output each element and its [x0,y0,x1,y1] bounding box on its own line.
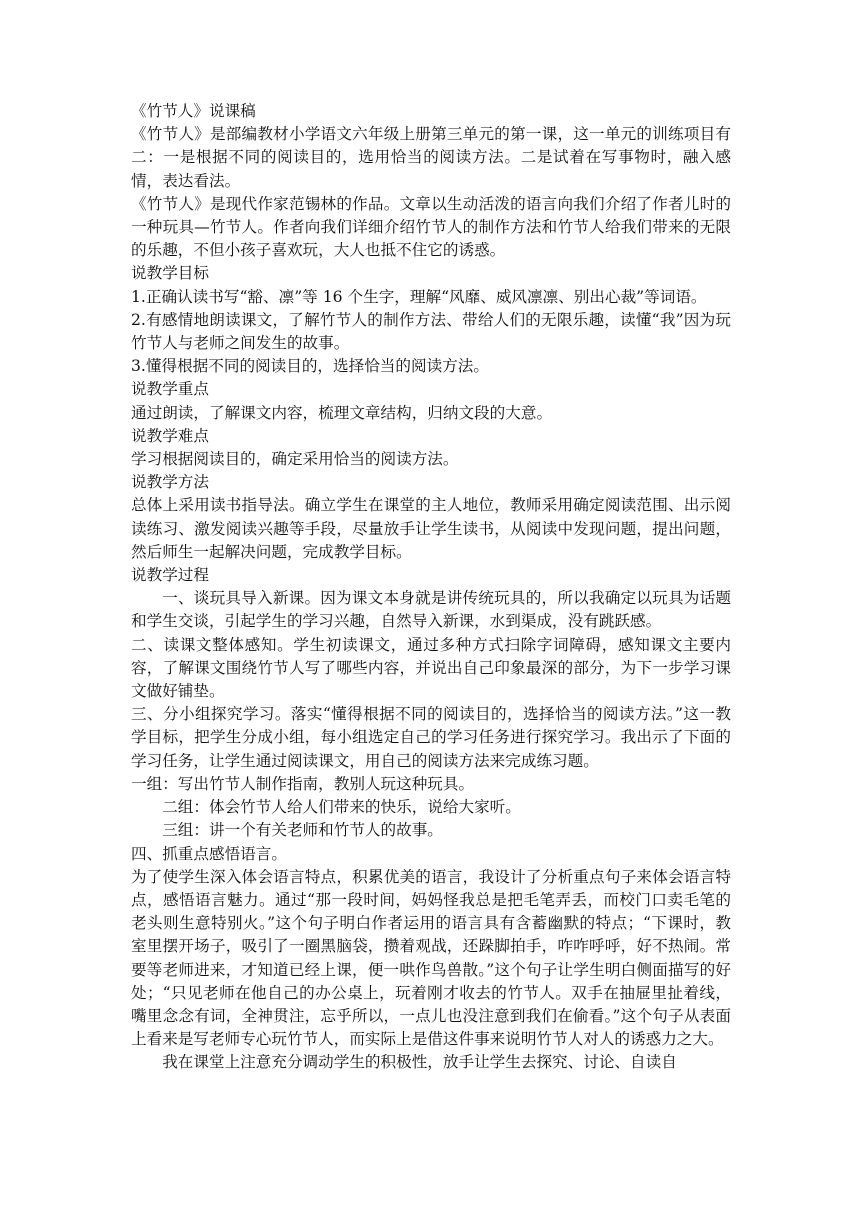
group-task-1: 一组：写出竹节人制作指南，教别人玩这种玩具。 [131,774,475,793]
group-task-3: 三组：讲一个有关老师和竹节人的故事。 [162,821,443,840]
process-step-4-text: 为了使学生深入体会语言特点，积累优美的语言，我设计了分析重点句子来体会语言特点，感悟语言魅力。通过“那一段时间，妈妈怪我总是把毛笔弄丢，而校门口卖毛笔的老头则生意特别火。”这个句子明白作者运用的语言具有含蓄幽默的特点；“下课时，教室里摆开场子，吸引了一圈黑脑袋，攒着观战，还跺脚拍手，咋咋呼呼，好不热闹。常要等老师进来，才知道已经上课，便一哄作鸟兽散。”这个句子让学生明白侧面描写的好处；“只见老师在他自己的办公桌上，玩着刚才收去的竹节人。双手在抽屉里扯着线，嘴里念念有词，全神贯注，忘乎所以，一点儿也没注意到我们在偷看。”这个句子从表面上看来是写老师专心玩竹节人，而实际上是借这件事来说明竹节人对人的诱惑力之大。 [131,867,731,1049]
intro-paragraph-1: 《竹节人》是部编教材小学语文六年级上册第三单元的第一课，这一单元的训练项目有二：一是根据不同的阅读目的，选用恰当的阅读方法。二是试着在写事物时，融入感情，表达看法。 [131,125,731,190]
difficulty-heading: 说教学难点 [131,426,209,445]
intro-paragraph-2: 《竹节人》是现代作家范锡林的作品。文章以生动活泼的语言向我们介绍了作者儿时的一种玩具—竹节人。作者向我们详细介绍竹节人的制作方法和竹节人给我们带来的无限的乐趣，不但小孩子喜欢玩，大人也抵不住它的诱惑。 [131,194,731,260]
process-heading: 说教学过程 [131,566,209,585]
key-heading: 说教学重点 [131,380,209,399]
process-step-3: 三、分小组探究学习。落实“懂得根据不同的阅读目的，选择恰当的阅读方法。”这一教学目标，把学生分成小组，每小组选定自己的学习任务进行探究学习。我出示了下面的学习任务，让学生通过阅读课文，用自己的阅读方法来完成练习题。 [131,705,731,770]
process-step-2: 二、读课文整体感知。学生初读课文，通过多种方式扫除字词障碍，感知课文主要内容，了解课文围绕竹节人写了哪些内容，并说出自己印象最深的部分，为下一步学习课文做好铺垫。 [131,635,731,701]
goal-item-1: 1.正确认读书写“豁、凛”等 16 个生字，理解“风靡、威风凛凛、别出心裁”等词语。 [131,287,707,306]
group-task-2: 二组：体会竹节人给人们带来的快乐，说给大家听。 [162,798,521,817]
method-text: 总体上采用读书指导法。确立学生在课堂的主人地位，教师采用确定阅读范围、出示阅读练习、激发阅读兴趣等手段，尽量放手让学生读书，从阅读中发现问题，提出问题，然后师生一起解决问题，完成教学目标。 [131,496,731,561]
difficulty-text: 学习根据阅读目的，确定采用恰当的阅读方法。 [131,450,459,469]
goal-item-3: 3.懂得根据不同的阅读目的，选择恰当的阅读方法。 [131,357,489,376]
document-title: 《竹节人》说课稿 [131,102,256,120]
method-heading: 说教学方法 [131,473,209,492]
key-text: 通过朗读，了解课文内容，梳理文章结构，归纳文段的大意。 [131,403,553,422]
process-step-1: 一、谈玩具导入新课。因为课文本身就是讲传统玩具的，所以我确定以玩具为话题和学生交谈，引起学生的学习兴趣，自然导入新课，水到渠成，没有跳跃感。 [131,589,731,631]
closing-paragraph: 我在课堂上注意充分调动学生的积极性，放手让学生去探究、讨论、自读自 [162,1053,677,1072]
goal-item-2: 2.有感情地朗读课文，了解竹节人的制作方法、带给人们的无限乐趣，读懂“我”因为玩竹节人与老师之间发生的故事。 [131,310,731,353]
goals-heading: 说教学目标 [131,264,209,283]
process-step-4-heading: 四、抓重点感悟语言。 [131,844,287,863]
document-page [131,100,731,1075]
